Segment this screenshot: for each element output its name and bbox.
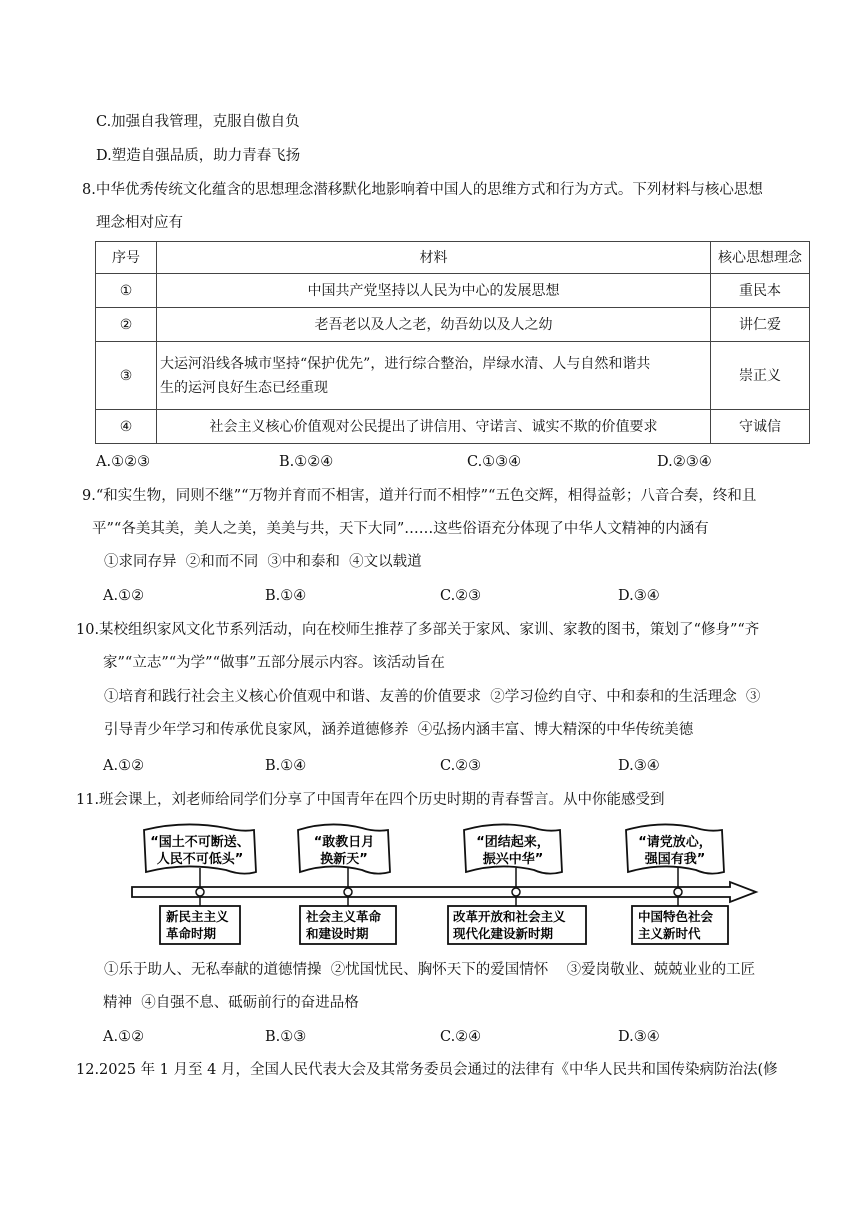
row-no: ④ (96, 410, 157, 444)
q8-stem-cont: 理念相对应有 (96, 215, 183, 231)
period-box (448, 906, 586, 944)
option-c: C.①③④ (467, 454, 522, 470)
row-material: 老吾老以及人之老，幼吾幼以及人之幼 (157, 308, 711, 342)
q10-items-cont: 引导青少年学习和传承优良家风，涵养道德修养 ④弘扬内涵丰富、博大精深的中华传统美德 (104, 722, 694, 738)
q8-stem: 8.中华优秀传统文化蕴含的思想理念潜移默化地影响着中国人的思维方式和行为方式。下列材料与核心思想 (82, 182, 763, 198)
header-no: 序号 (96, 242, 157, 274)
row-material: 中国共产党坚持以人民为中心的发展思想 (157, 274, 711, 308)
flag-text-line2: 换新天” (320, 852, 368, 867)
option-b: B.①④ (265, 588, 307, 604)
option-c: C.②④ (440, 1029, 482, 1045)
q9-stem: 9.“和实生物，同则不继”“万物并育而不相害，道并行而不相悖”“五色交辉，相得益彰；八音合奏，终和且 (82, 488, 757, 504)
row-no: ② (96, 308, 157, 342)
flag-text-line1: “敢教日月 (313, 835, 375, 850)
flag-text-line1: “请党放心， (638, 835, 712, 850)
row-concept: 重民本 (711, 274, 810, 308)
flag-text-line1: “团结起来， (476, 835, 550, 850)
period-line1: 社会主义革命 (306, 909, 382, 924)
pledge-flag (464, 824, 562, 890)
row-no: ① (96, 274, 157, 308)
q10-options (103, 756, 803, 776)
period-box (300, 906, 396, 944)
header-material: 材料 (157, 242, 711, 274)
option-a: A.①② (103, 1029, 145, 1045)
q12-stem: 12.2025 年 1 月至 4 月，全国人民代表大会及其常务委员会通过的法律有《中华人民共和国传染病防治法(修 (76, 1062, 778, 1078)
option-c: C.②③ (440, 758, 482, 774)
option-a: A.①② (103, 758, 145, 774)
option-d: D.③④ (618, 758, 660, 774)
option-d: D.③④ (618, 1029, 660, 1045)
row-concept: 崇正义 (711, 342, 810, 410)
youth-pledge-timeline (130, 820, 760, 948)
period-line1: 改革开放和社会主义 (453, 909, 566, 924)
table-header-row (96, 242, 810, 274)
period-line2: 现代化建设新时期 (453, 926, 554, 941)
q8-options (96, 452, 796, 472)
row-material-line1: 大运河沿线各城市坚持“保护优先”，进行综合整治，岸绿水清、人与自然和谐共 (160, 355, 651, 372)
option-a: A.①② (103, 588, 145, 604)
q10-stem: 10.某校组织家风文化节系列活动，向在校师生推荐了多部关于家风、家训、家教的图书，策划了“修身”“齐 (76, 622, 760, 638)
period-line1: 新民主主义 (166, 909, 229, 924)
option-b: B.①③ (265, 1029, 307, 1045)
header-concept: 核心思想理念 (711, 242, 810, 274)
row-material: 社会主义核心价值观对公民提出了讲信用、守诺言、诚实不欺的价值要求 (157, 410, 711, 444)
q9-stem-cont: 平”“各美其美，美人之美，美美与共，天下大同”……这些俗语充分体现了中华人文精神的内涵有 (92, 521, 709, 537)
table-row (96, 342, 810, 410)
flag-text-line2: 振兴中华” (482, 852, 544, 867)
q7-option-c: C.加强自我管理，克服自傲自负 (96, 114, 300, 130)
period-box (632, 906, 728, 944)
row-material (157, 342, 711, 410)
q11-items-cont: 精神 ④自强不息、砥砺前行的奋进品格 (103, 995, 359, 1011)
row-no: ③ (96, 342, 157, 410)
q10-items: ①培育和践行社会主义核心价值观中和谐、友善的价值要求 ②学习俭约自守、中和泰和的生活理念 ③ (104, 689, 761, 705)
flag-text-line2: 人民不可低头” (156, 852, 244, 867)
flag-text-line1: “国土不可断送、 (150, 835, 250, 850)
option-d: D.②③④ (657, 454, 712, 470)
option-b: B.①④ (265, 758, 307, 774)
period-line2: 革命时期 (166, 926, 217, 941)
flag-text-line2: 强国有我” (644, 852, 706, 867)
option-b: B.①②④ (279, 454, 334, 470)
q8-table (95, 241, 810, 444)
period-line1: 中国特色社会 (638, 909, 714, 924)
row-material-line2: 生的运河良好生态已经重现 (160, 379, 328, 396)
q9-options (103, 586, 803, 606)
timeline-arrow (132, 882, 756, 906)
option-c: C.②③ (440, 588, 482, 604)
option-a: A.①②③ (96, 454, 151, 470)
row-concept: 守诚信 (711, 410, 810, 444)
pledge-flag (298, 824, 390, 890)
q11-items: ①乐于助人、无私奉献的道德情操 ②忧国忧民、胸怀天下的爱国情怀 ③爱岗敬业、兢兢业业的工匠 (104, 962, 756, 978)
q10-stem-cont: 家”“立志”“为学”“做事”五部分展示内容。该活动旨在 (103, 655, 445, 671)
row-concept: 讲仁爱 (711, 308, 810, 342)
period-box (160, 906, 240, 944)
q11-options (103, 1027, 803, 1047)
period-line2: 主义新时代 (638, 926, 701, 941)
q11-stem: 11.班会课上，刘老师给同学们分享了中国青年在四个历史时期的青春誓言。从中你能感受到 (76, 792, 665, 808)
pledge-flag (144, 824, 256, 890)
q9-items: ①求同存异 ②和而不同 ③中和泰和 ④文以载道 (104, 554, 422, 570)
period-line2: 和建设时期 (306, 926, 369, 941)
q7-option-d: D.塑造自强品质，助力青春飞扬 (96, 148, 301, 164)
pledge-flag (626, 824, 724, 890)
table-row (96, 308, 810, 342)
table-row (96, 274, 810, 308)
option-d: D.③④ (618, 588, 660, 604)
table-row (96, 410, 810, 444)
